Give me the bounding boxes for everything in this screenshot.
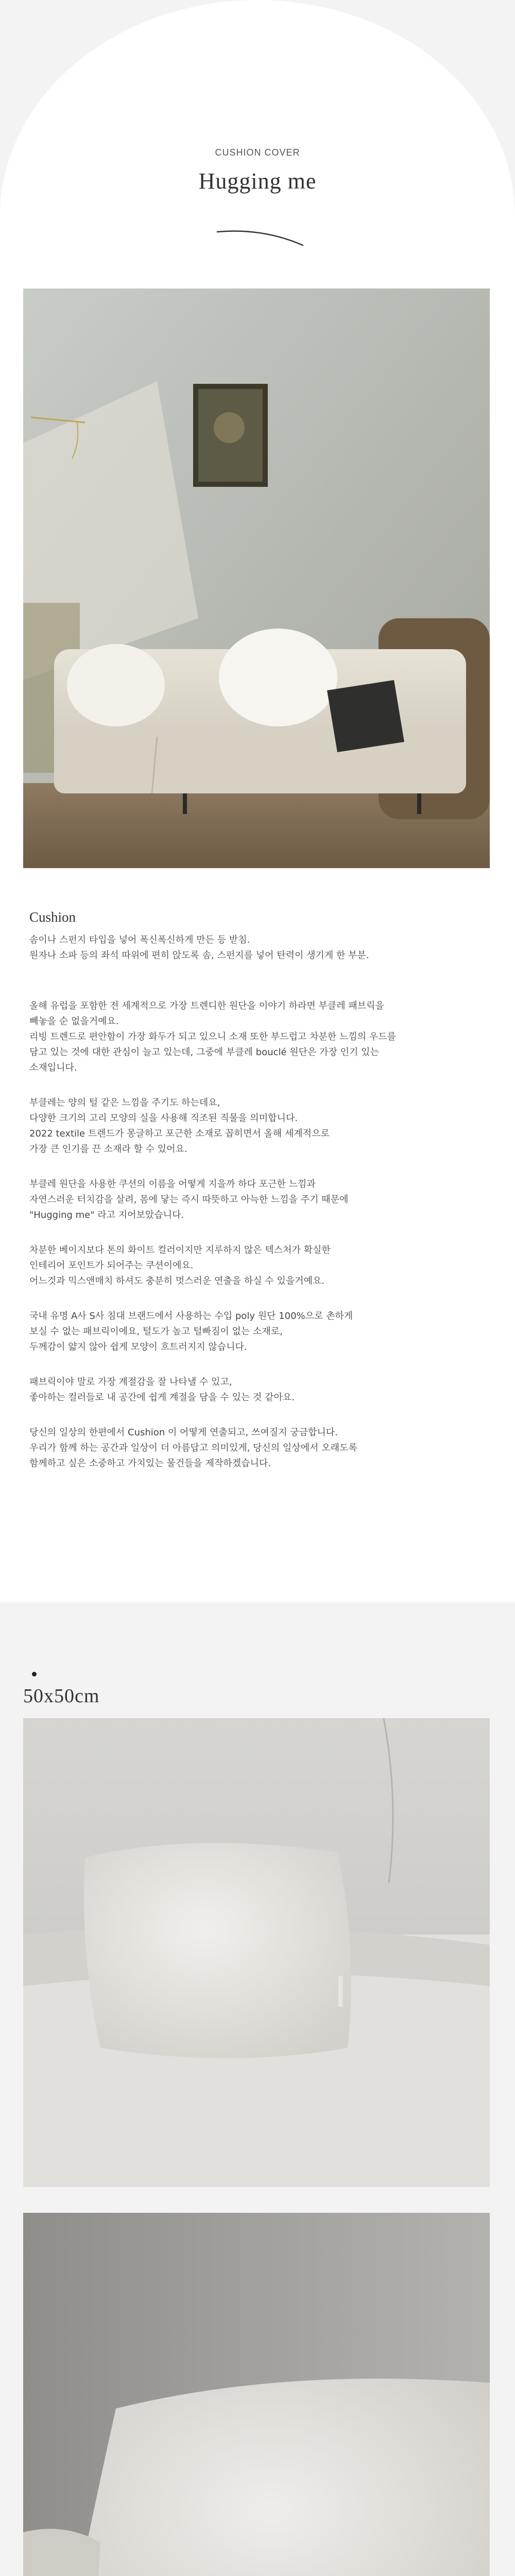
description-paragraph: 패브릭이야 말로 가장 계절감을 잘 나타낼 수 있고, 좋아하는 컬러들로 내 공간에 쉽게 계절을 담을 수 있는 것 같아요.	[29, 1377, 295, 1403]
content-panel	[0, 289, 515, 1602]
category-label: CUSHION COVER	[215, 147, 300, 158]
description-heading: Cushion	[29, 909, 76, 925]
description-paragraph: 부클레 원단을 사용한 쿠션의 이름을 어떻게 지을까 하다 포근한 느낌과 자연스러운 터치감을 살려, 몸에 닿는 즉시 따뜻하고 아늑한 느낌을 주기 때문에 "Hugging me" 라고 지어보았습니다.	[29, 1179, 349, 1221]
description-paragraph: 부클레는 양의 털 같은 느낌을 주기도 하는데요, 다양한 크기의 고리 모양의 실을 사용해 직조된 직물을 의미합니다. 2022 textile 트렌드가 몽글하고 포근한 소재로 꼽히면서 올해 세계적으로 가장 큰 인기를 끈 소재라 할 수 있어요.	[29, 1097, 330, 1155]
decorative-swoosh-icon	[216, 227, 304, 247]
header-arch	[0, 0, 515, 289]
description-paragraph: 당신의 일상의 한편에서 Cushion 이 어떻게 연출되고, 쓰여질지 궁금합니다. 우리가 함께 하는 공간과 일상이 더 아름답고 의미있게, 당신의 일상에서 오래도록 함께하고 싶은 소중하고 가치있는 물건들을 제작하겠습니다.	[29, 1427, 357, 1469]
description-paragraph: 솜이나 스펀지 타입을 넣어 폭신폭신하게 만든 등 받침. 원자나 소파 등의 좌석 따위에 편히 앉도록 솜, 스펀지를 넣어 탄력이 생기게 한 부분.	[29, 935, 369, 961]
description-paragraph: 올해 유럽을 포함한 전 세계적으로 가장 트렌디한 원단을 이야기 하라면 부클레 패브릭을 빼놓을 순 없을거예요. 리빙 트렌드로 편안함이 가장 화두가 되고 있으니 소재 또한 부드럽고 차분한 느낌의 우드를 담고 있는 것에 대한 관심이 늘고 있는데, 그중에 부클레 bouclé 원단은 가장 인기 있는 소재입니다.	[29, 1001, 397, 1073]
hero-living-room-image	[23, 289, 490, 868]
description-block	[29, 909, 493, 1491]
size-section	[0, 1602, 515, 2576]
product-title: Hugging me	[198, 168, 317, 194]
size-label: 50x50cm	[23, 1685, 100, 1707]
cushion-photo-closeup	[23, 2213, 490, 2576]
bullet-icon	[32, 1672, 37, 1676]
description-paragraph: 차분한 베이지보다 톤의 화이트 컬러이지만 지루하지 않은 텍스처가 확실한 인테리어 포인트가 되어주는 쿠션이에요. 어느것과 믹스앤매치 하셔도 충분히 멋스러운 연출을 하실 수 있을거예요.	[29, 1245, 331, 1286]
description-paragraph: 국내 유명 A사 S사 침대 브랜드에서 사용하는 수입 poly 원단 100%으로 촌하게 보실 수 없는 패브릭이에요, 털도가 높고 털빠짐이 없는 소재로, 두께감이 얇지 않아 쉽게 모양이 흐트러지지 않습니다.	[29, 1311, 353, 1352]
cushion-photo-front	[23, 1718, 490, 2187]
